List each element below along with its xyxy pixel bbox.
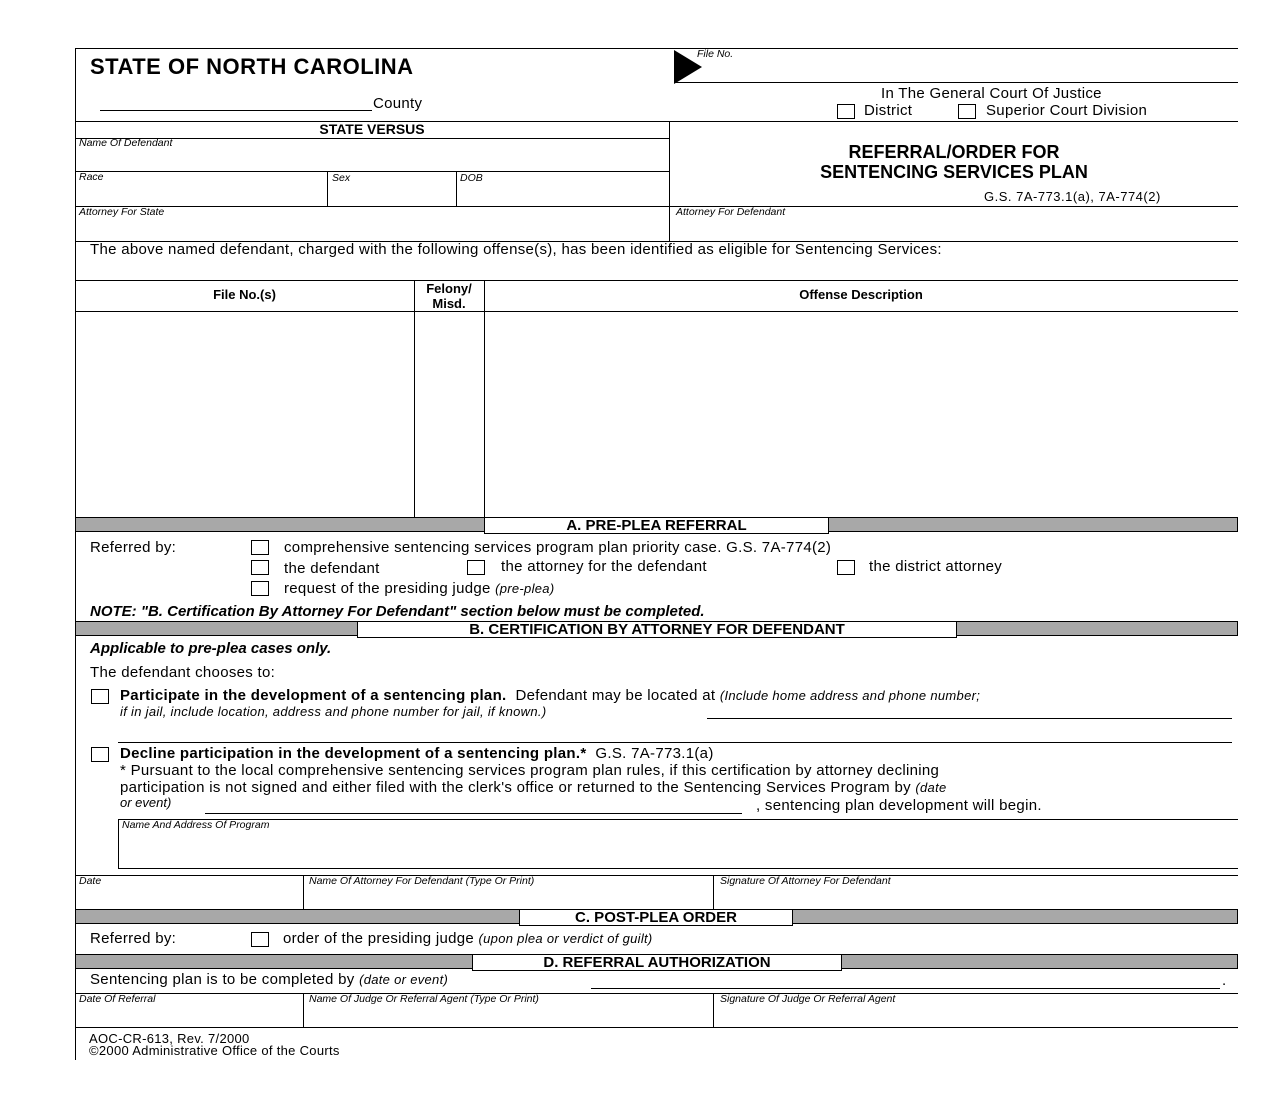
presiding-judge-checkbox[interactable] — [251, 581, 269, 596]
b-attorney-signature-label: Signature Of Attorney For Defendant — [720, 875, 891, 887]
state-versus: STATE VERSUS — [319, 121, 425, 137]
state-title: STATE OF NORTH CAROLINA — [90, 54, 414, 79]
participate-text: Defendant may be located at — [515, 687, 716, 704]
race-label: Race — [79, 171, 104, 183]
county-field[interactable] — [100, 110, 372, 111]
file-no-cell[interactable] — [76, 312, 413, 516]
b-sign-divider-2 — [713, 875, 714, 909]
section-b-bar-right — [956, 621, 1238, 636]
program-box-bottom — [118, 868, 1238, 869]
d-sign-bottom — [75, 1027, 1238, 1028]
copyright: ©2000 Administrative Office of the Courts — [89, 1043, 340, 1058]
court-label: In The General Court Of Justice — [881, 85, 1102, 102]
section-a-referred-by: Referred by: — [90, 539, 177, 556]
col-file-header: File No.(s) — [213, 287, 276, 302]
section-c-bar-left — [75, 909, 520, 924]
section-c-bar-right — [792, 909, 1238, 924]
program-label: Name And Address Of Program — [122, 819, 270, 831]
section-a-bar-right — [828, 517, 1238, 532]
presiding-judge-label — [284, 580, 554, 597]
footnote-line-3-note: or event) — [120, 795, 172, 810]
col-felony-line-1: Felony/ — [426, 281, 472, 296]
completed-by-note: (date or event) — [359, 972, 449, 987]
form-number: AOC-CR-613, Rev. 7/2000 — [89, 1031, 250, 1046]
comprehensive-checkbox[interactable] — [251, 540, 269, 555]
completed-by-text: Sentencing plan is to be completed by — [90, 971, 355, 988]
decline-bold: Decline participation in the development of a sentencing plan.* — [120, 745, 587, 762]
district-attorney-checkbox[interactable] — [837, 560, 855, 575]
intro-text: The above named defendant, charged with the following offense(s), has been identified as eligible for Sentencing Services: — [90, 241, 942, 258]
date-of-referral-label: Date Of Referral — [79, 993, 156, 1005]
participate-note-2: if in jail, include location, address and phone number for jail, if known.) — [120, 704, 547, 719]
section-c-title: C. POST-PLEA ORDER — [519, 909, 793, 926]
section-b-bar-left — [75, 621, 358, 636]
district-checkbox[interactable] — [837, 104, 855, 119]
participate-note-1: (Include home address and phone number; — [719, 688, 981, 703]
applicable-note: Applicable to pre-plea cases only. — [90, 640, 332, 657]
b-sign-divider-1 — [303, 875, 304, 909]
post-plea-order-note: (upon plea or verdict of guilt) — [478, 931, 653, 946]
section-a-note: NOTE: "B. Certification By Attorney For Defendant" section below must be completed. — [90, 603, 705, 620]
program-box-top — [118, 819, 1238, 820]
caption-line-3 — [75, 206, 1238, 207]
file-no-top — [674, 48, 1238, 49]
section-b-title: B. CERTIFICATION BY ATTORNEY FOR DEFENDANT — [357, 621, 957, 638]
judge-signature-label: Signature Of Judge Or Referral Agent — [720, 993, 896, 1005]
footnote-line-2-text: participation is not signed and either filed with the clerk's office or returned to the Sentencing Services Program by — [120, 779, 911, 796]
race-sex-divider — [327, 171, 328, 206]
name-of-defendant-label: Name Of Defendant — [79, 137, 173, 149]
footnote-line-1: * Pursuant to the local comprehensive sentencing services program plan rules, if this certification by attorney declining — [120, 762, 940, 779]
sex-dob-divider — [456, 171, 457, 206]
footnote-line-2-note: (date — [915, 780, 947, 795]
participate-bold: Participate in the development of a sentencing plan. — [120, 687, 507, 704]
b-date-label: Date — [79, 875, 102, 887]
chooses-label: The defendant chooses to: — [90, 664, 276, 681]
form-title-line-2: SENTENCING SERVICES PLAN — [820, 162, 1088, 182]
district-label: District — [864, 102, 913, 119]
defendant-location-field-2[interactable] — [118, 742, 1232, 743]
presiding-judge-note: (pre-plea) — [495, 581, 555, 596]
post-plea-order-checkbox[interactable] — [251, 932, 269, 947]
decline-line — [120, 745, 714, 762]
section-c-referred-by: Referred by: — [90, 930, 177, 947]
superior-checkbox[interactable] — [958, 104, 976, 119]
program-box-left — [118, 819, 119, 869]
defendant-checkbox[interactable] — [251, 560, 269, 575]
offense-description-cell[interactable] — [485, 312, 1237, 516]
attorney-label: the attorney for the defendant — [501, 558, 707, 575]
section-a-title: A. PRE-PLEA REFERRAL — [484, 517, 829, 534]
dob-label: DOB — [460, 172, 483, 184]
attorney-checkbox[interactable] — [467, 560, 485, 575]
felony-misd-cell[interactable] — [415, 312, 483, 516]
program-field[interactable] — [120, 834, 1236, 867]
d-sign-divider-2 — [713, 993, 714, 1027]
file-no-field[interactable] — [674, 82, 1238, 83]
participate-checkbox[interactable] — [91, 689, 109, 704]
county-label: County — [373, 95, 423, 112]
decline-statute: G.S. 7A-773.1(a) — [595, 745, 714, 762]
d-sign-divider-1 — [303, 993, 304, 1027]
d-sign-top — [75, 993, 1238, 994]
sex-label: Sex — [332, 172, 351, 184]
b-attorney-name-label: Name Of Attorney For Defendant (Type Or Print) — [309, 875, 535, 887]
file-no-label: File No. — [697, 48, 734, 60]
footnote-line-2 — [120, 779, 947, 796]
judge-name-label: Name Of Judge Or Referral Agent (Type Or Print) — [309, 993, 539, 1005]
attorney-for-state-label: Attorney For State — [79, 206, 165, 218]
form-statute: G.S. 7A-773.1(a), 7A-774(2) — [984, 189, 1161, 204]
post-plea-order-text: order of the presiding judge — [283, 930, 475, 947]
defendant-location-field-1[interactable] — [707, 718, 1232, 719]
section-a-bar-left — [75, 517, 485, 532]
col-felony-line-2: Misd. — [432, 296, 466, 311]
section-d-bar-left — [75, 954, 473, 969]
attorney-for-defendant-label: Attorney For Defendant — [676, 206, 786, 218]
post-plea-order-label — [283, 930, 653, 947]
table-top — [75, 280, 1238, 281]
completed-by-line — [90, 971, 448, 988]
footnote-line-3-end: , sentencing plan development will begin. — [756, 797, 1042, 814]
superior-label: Superior Court Division — [986, 102, 1148, 119]
form-title-line-1: REFERRAL/ORDER FOR — [848, 142, 1060, 162]
section-d-title: D. REFERRAL AUTHORIZATION — [472, 954, 842, 971]
comprehensive-label: comprehensive sentencing services program plan priority case. G.S. 7A-774(2) — [284, 539, 832, 556]
top-border — [75, 48, 674, 49]
col-offense-header: Offense Description — [799, 287, 923, 302]
completed-by-period: . — [1222, 972, 1227, 989]
presiding-judge-text: request of the presiding judge — [284, 580, 491, 597]
b-sign-top — [75, 875, 1238, 876]
participate-line — [120, 687, 980, 704]
section-d-bar-right — [841, 954, 1238, 969]
col-felony-header — [414, 281, 484, 311]
caption-line-2 — [75, 171, 669, 172]
completed-by-field[interactable] — [591, 988, 1220, 989]
decline-date-field[interactable] — [205, 813, 742, 814]
decline-checkbox[interactable] — [91, 747, 109, 762]
district-attorney-label: the district attorney — [869, 558, 1003, 575]
defendant-label: the defendant — [284, 560, 380, 577]
